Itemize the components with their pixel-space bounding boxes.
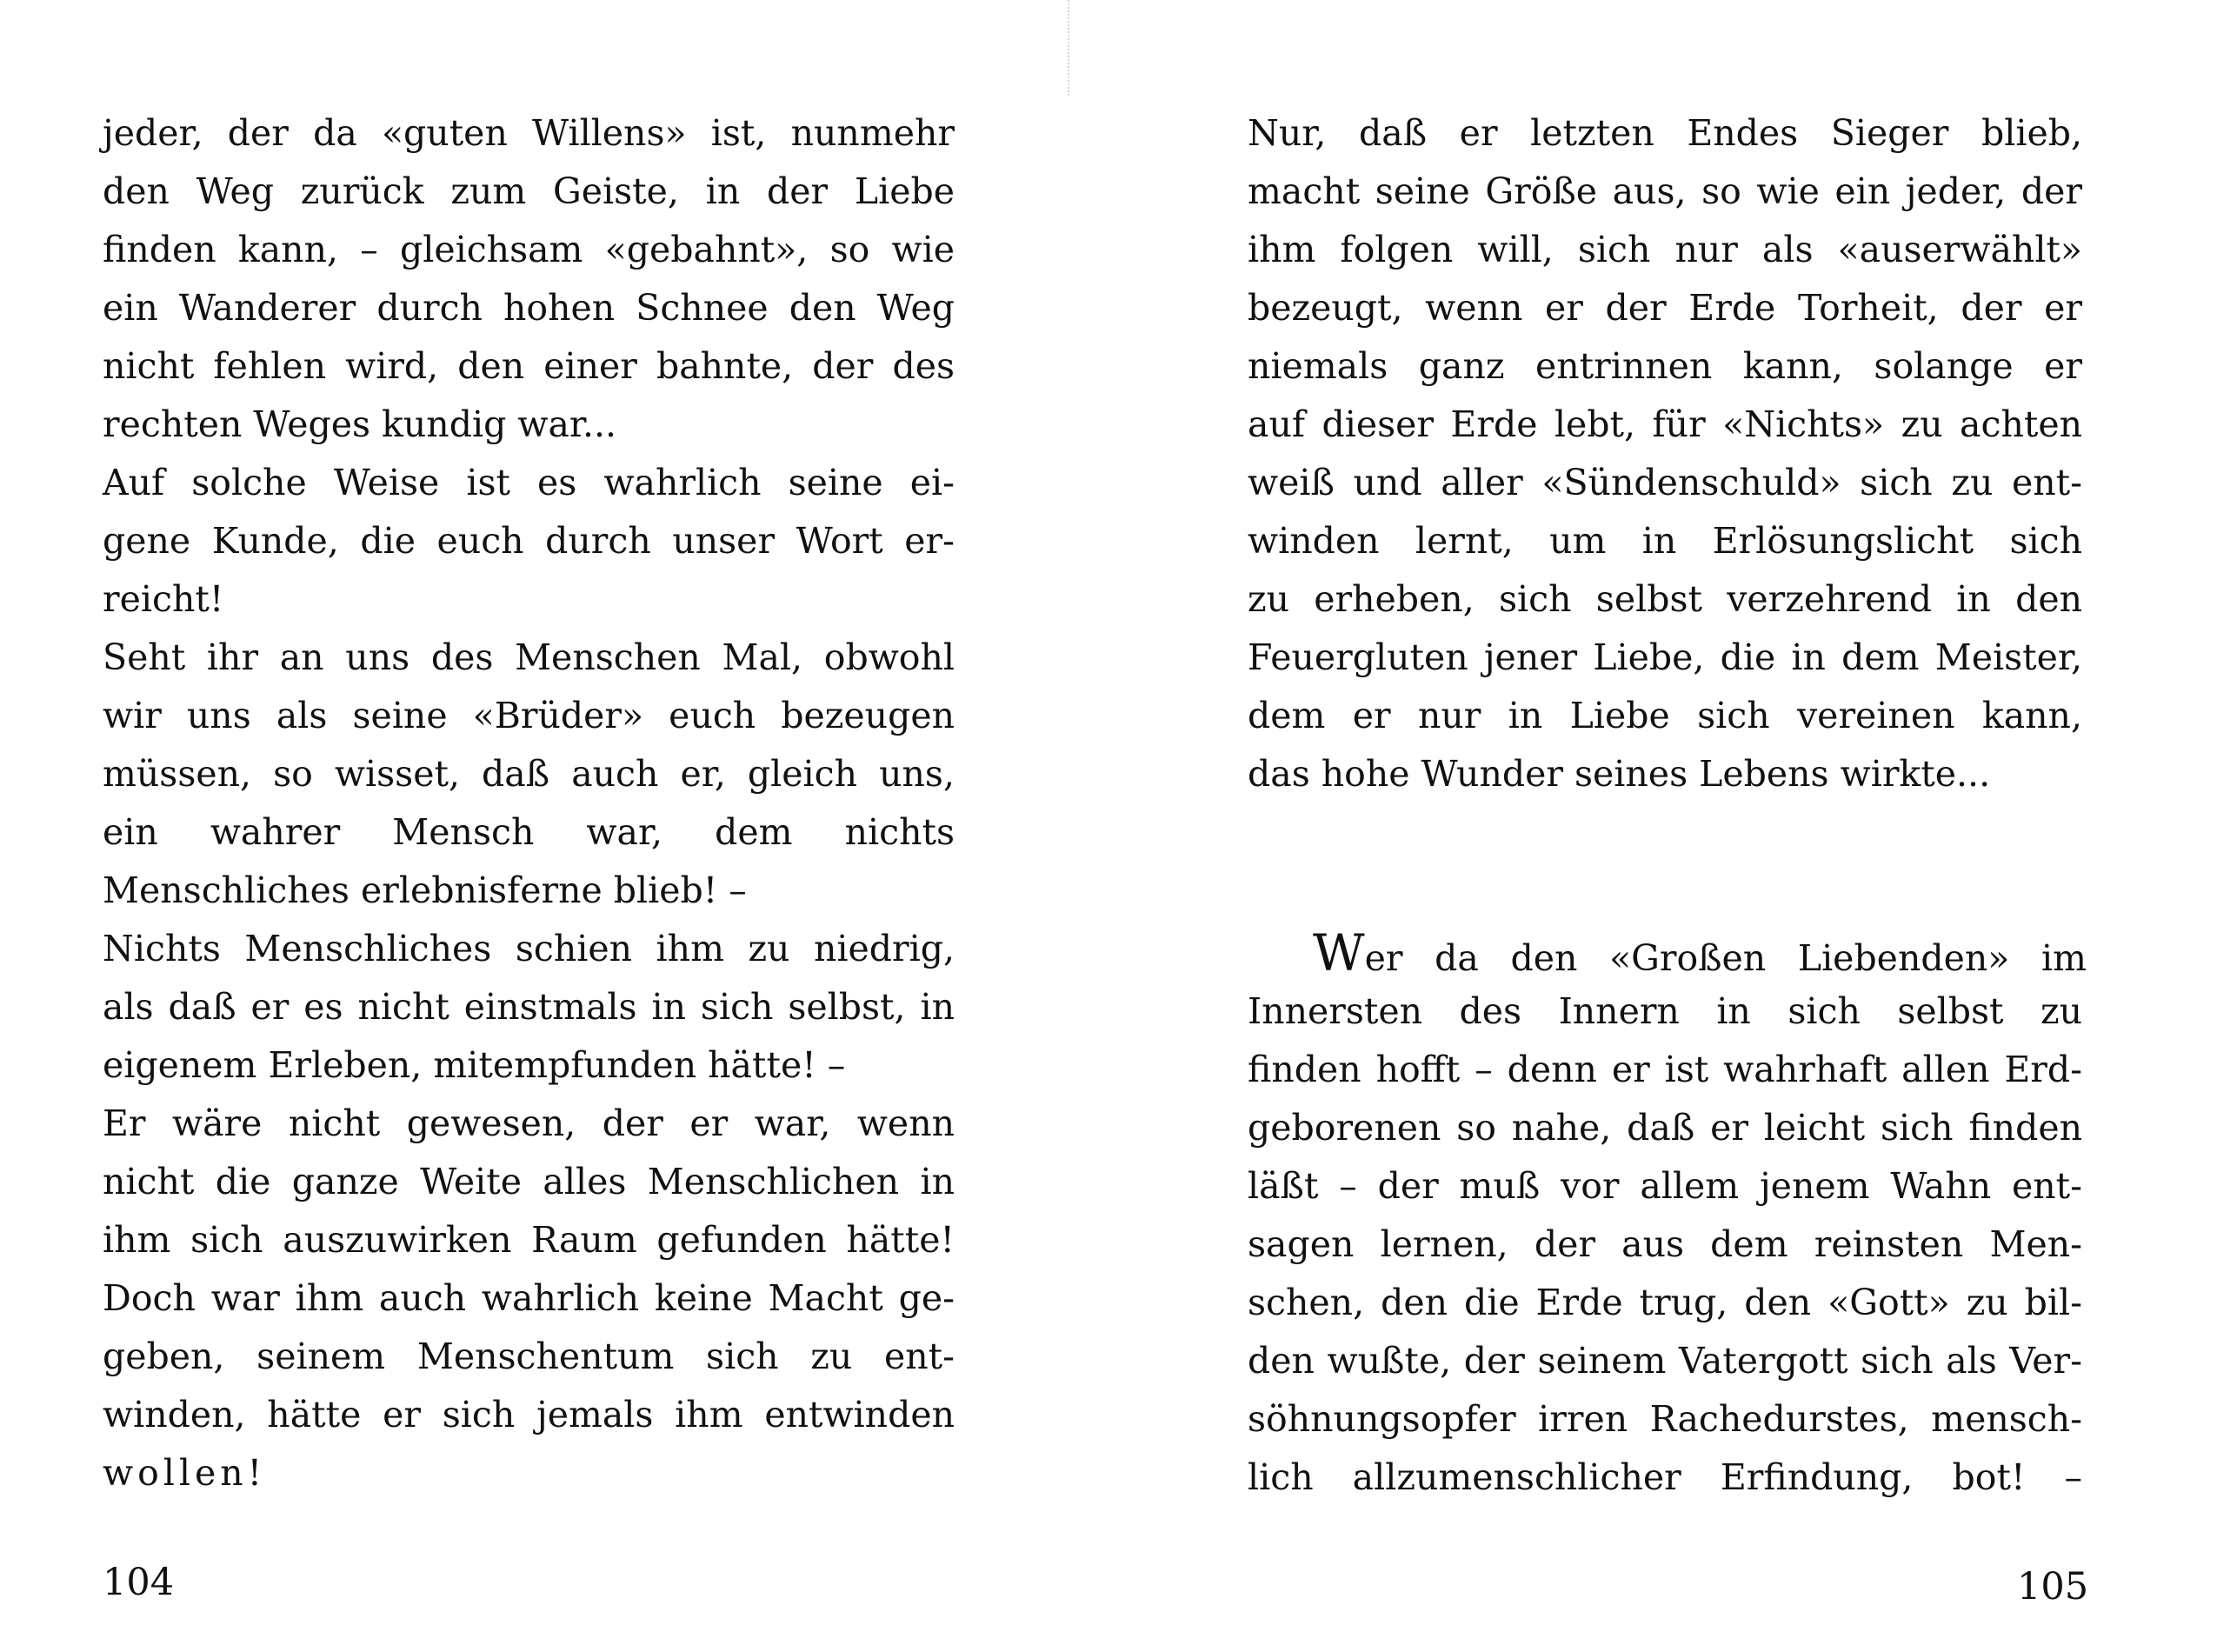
- opening-line-text: er da den «Großen Liebenden» im: [1364, 937, 2087, 979]
- text-line: als daß er es nicht einstmals in sich selbst, in: [103, 986, 955, 1028]
- text-line: Innersten des Innern in sich selbst zu: [1248, 990, 2082, 1032]
- text-line: weiß und aller «Sündenschuld» sich zu ent-: [1248, 462, 2082, 503]
- text-line: geborenen so nahe, daß er leicht sich finden: [1248, 1107, 2082, 1149]
- page-number: 105: [2017, 1565, 2089, 1609]
- text-line: auf dieser Erde lebt, für «Nichts» zu achten: [1248, 403, 2082, 445]
- text-line: wir uns als seine «Brüder» euch bezeugen: [103, 695, 955, 736]
- text-line: nicht fehlen wird, den einer bahnte, der des: [103, 345, 955, 387]
- text-line: Menschliches erlebnisferne blieb! –: [103, 869, 747, 911]
- text-line: Feuergluten jener Liebe, die in dem Meister,: [1248, 636, 2082, 678]
- text-line: jeder, der da «guten Willens» ist, nunmehr: [103, 112, 955, 154]
- text-line: eigenem Erleben, mitempfunden hätte! –: [103, 1044, 846, 1086]
- text-line: Doch war ihm auch wahrlich keine Macht ge-: [103, 1277, 955, 1319]
- paragraph-opening-line: [1313, 923, 2087, 983]
- text-line: Seht ihr an uns des Menschen Mal, obwohl: [103, 636, 955, 678]
- text-line: winden, hätte er sich jemals ihm entwinden: [103, 1394, 955, 1436]
- text-line: geben, seinem Menschentum sich zu ent-: [103, 1336, 955, 1377]
- text-line: ein Wanderer durch hohen Schnee den Weg: [103, 287, 955, 329]
- text-line: gene Kunde, die euch durch unser Wort er-: [103, 520, 955, 562]
- text-line: reicht!: [103, 578, 224, 620]
- text-line: den wußte, der seinem Vatergott sich als Ver-: [1248, 1340, 2082, 1382]
- text-line: söhnungsopfer irren Rachedurstes, mensch-: [1248, 1398, 2082, 1440]
- text-line: bezeugt, wenn er der Erde Torheit, der er: [1248, 287, 2082, 329]
- text-line: dem er nur in Liebe sich vereinen kann,: [1248, 695, 2082, 736]
- text-line: nicht die ganze Weite alles Menschlichen in: [103, 1161, 955, 1202]
- text-line: rechten Weges kundig war...: [103, 403, 617, 445]
- text-line: ihm sich auszuwirken Raum gefunden hätte!: [103, 1219, 955, 1261]
- text-line: schen, den die Erde trug, den «Gott» zu bil-: [1248, 1282, 2082, 1323]
- text-line: finden hofft – denn er ist wahrhaft allen Erd-: [1248, 1049, 2082, 1090]
- text-line: das hohe Wunder seines Lebens wirkte...: [1248, 753, 1991, 795]
- text-line: Auf solche Weise ist es wahrlich seine ei-: [103, 462, 955, 503]
- text-line: Nur, daß er letzten Endes Sieger blieb,: [1248, 112, 2082, 154]
- text-line: müssen, so wisset, daß auch er, gleich uns,: [103, 753, 955, 795]
- initial-letter: W: [1313, 923, 1365, 983]
- text-line: lich allzumenschlicher Erfindung, bot! –: [1248, 1456, 2082, 1498]
- right-page: [1248, 0, 2117, 1652]
- text-line: zu erheben, sich selbst verzehrend in den: [1248, 578, 2082, 620]
- left-page: [103, 0, 972, 1652]
- page-number: 104: [103, 1561, 175, 1604]
- text-line: Nichts Menschliches schien ihm zu niedrig,: [103, 928, 955, 969]
- text-line: ihm folgen will, sich nur als «auserwählt»: [1248, 229, 2082, 270]
- text-line: Er wäre nicht gewesen, der er war, wenn: [103, 1102, 955, 1144]
- text-line: macht seine Größe aus, so wie ein jeder, der: [1248, 170, 2082, 212]
- text-line: ein wahrer Mensch war, dem nichts: [103, 811, 955, 853]
- text-line: den Weg zurück zum Geiste, in der Liebe: [103, 170, 955, 212]
- text-line: finden kann, – gleichsam «gebahnt», so wie: [103, 229, 955, 270]
- text-line: winden lernt, um in Erlösungslicht sich: [1248, 520, 2082, 562]
- text-line: sagen lernen, der aus dem reinsten Men-: [1248, 1223, 2082, 1265]
- text-line: wollen!: [103, 1452, 267, 1494]
- gutter-mark: [1068, 0, 1075, 96]
- text-line: niemals ganz entrinnen kann, solange er: [1248, 345, 2082, 387]
- text-line: läßt – der muß vor allem jenem Wahn ent-: [1248, 1165, 2082, 1207]
